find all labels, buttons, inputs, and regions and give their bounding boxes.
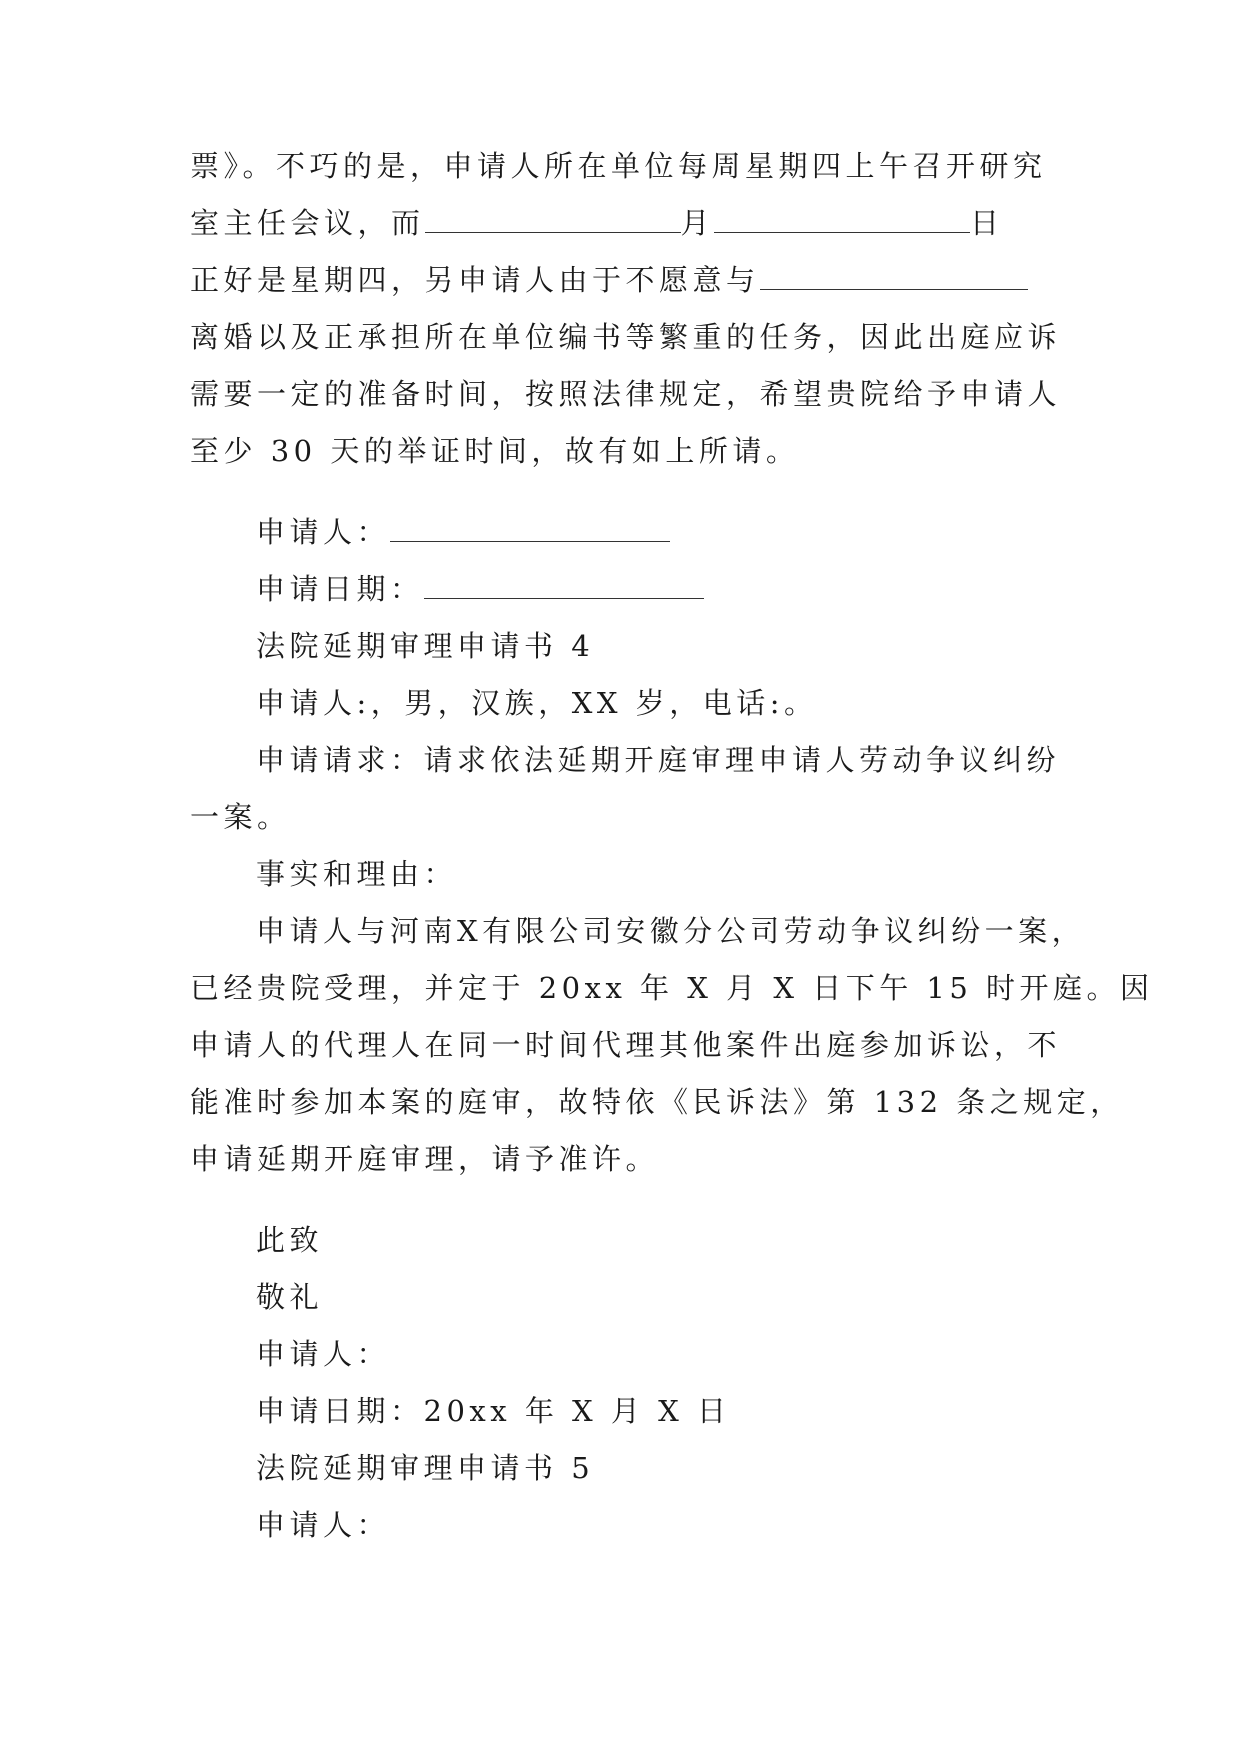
paragraph-line: [190, 433, 1050, 469]
paragraph-line: [256, 913, 1086, 949]
text: 申请人的代理人在同一时间代理其他案件出庭参加诉讼，不: [190, 1028, 1062, 1062]
paragraph-line: [190, 262, 1050, 298]
application-date-line: [256, 1393, 1056, 1429]
text: 至少 30 天的举证时间，故有如上所请。: [190, 434, 800, 468]
paragraph-line: [190, 319, 1062, 355]
text: 票》。不巧的是，申请人所在单位每周星期四上午召开研究: [190, 149, 1047, 183]
label: 申请人：: [256, 515, 391, 549]
paragraph-line: [190, 799, 1050, 835]
applicant-signature-line: [256, 514, 1056, 550]
text: 此致: [256, 1223, 324, 1257]
text: 需要一定的准备时间，按照法律规定，希望贵院给予申请人: [190, 377, 1062, 411]
paragraph-line: [190, 1084, 1124, 1120]
closing-line: [256, 1222, 1056, 1258]
applicant-signature-line: [256, 1336, 1056, 1372]
text: 已经贵院受理，并定于 20xx 年 X 月 X 日下午 15 时开庭。因: [190, 971, 1154, 1005]
text: 法院延期审理申请书 4: [256, 629, 595, 663]
paragraph-line: [190, 148, 1050, 184]
text: 离婚以及正承担所在单位编书等繁重的任务，因此出庭应诉: [190, 320, 1062, 354]
paragraph-line: [190, 1141, 1050, 1177]
application-date-line: [256, 571, 1056, 607]
fill-blank-line: [760, 265, 1028, 290]
paragraph-line: [256, 742, 1061, 778]
text: 申请请求：请求依法延期开庭审理申请人劳动争议纠纷: [256, 743, 1061, 777]
fill-blank-line: [425, 208, 681, 233]
text: 敬礼: [256, 1280, 324, 1314]
section-heading: [256, 628, 1056, 664]
text: 申请人与河南X有限公司安徽分公司劳动争议纠纷一案，: [256, 914, 1086, 948]
text: 申请人:，男，汉族，XX 岁，电话:。: [256, 686, 818, 720]
closing-line: [256, 1279, 1056, 1315]
text: 室主任会议，而: [190, 206, 425, 240]
fill-blank-line: [714, 208, 970, 233]
text: 申请延期开庭审理，请予准许。: [190, 1142, 660, 1176]
paragraph-line: [256, 856, 1056, 892]
text: 法院延期审理申请书 5: [256, 1451, 595, 1485]
paragraph-line: [190, 205, 1050, 241]
text: 日: [970, 206, 1004, 240]
text: 一案。: [190, 800, 291, 834]
paragraph-line: [190, 376, 1062, 412]
label: 申请日期：: [256, 572, 424, 606]
text: 事实和理由：: [256, 857, 458, 891]
text: 能准时参加本案的庭审，故特依《民诉法》第 132 条之规定，: [190, 1085, 1124, 1119]
text: 正好是星期四，另申请人由于不愿意与: [190, 263, 760, 297]
text: 申请日期：20xx 年 X 月 X 日: [256, 1394, 731, 1428]
label: 申请人：: [256, 1337, 391, 1371]
paragraph-line: [190, 970, 1154, 1006]
paragraph-line: [190, 1027, 1062, 1063]
label: 申请人：: [256, 1508, 391, 1542]
applicant-signature-line: [256, 1507, 1056, 1543]
fill-blank-line: [424, 574, 704, 599]
section-heading: [256, 1450, 1056, 1486]
fill-blank-line: [390, 517, 670, 542]
text: 月: [680, 206, 715, 240]
paragraph-line: [256, 685, 1056, 721]
